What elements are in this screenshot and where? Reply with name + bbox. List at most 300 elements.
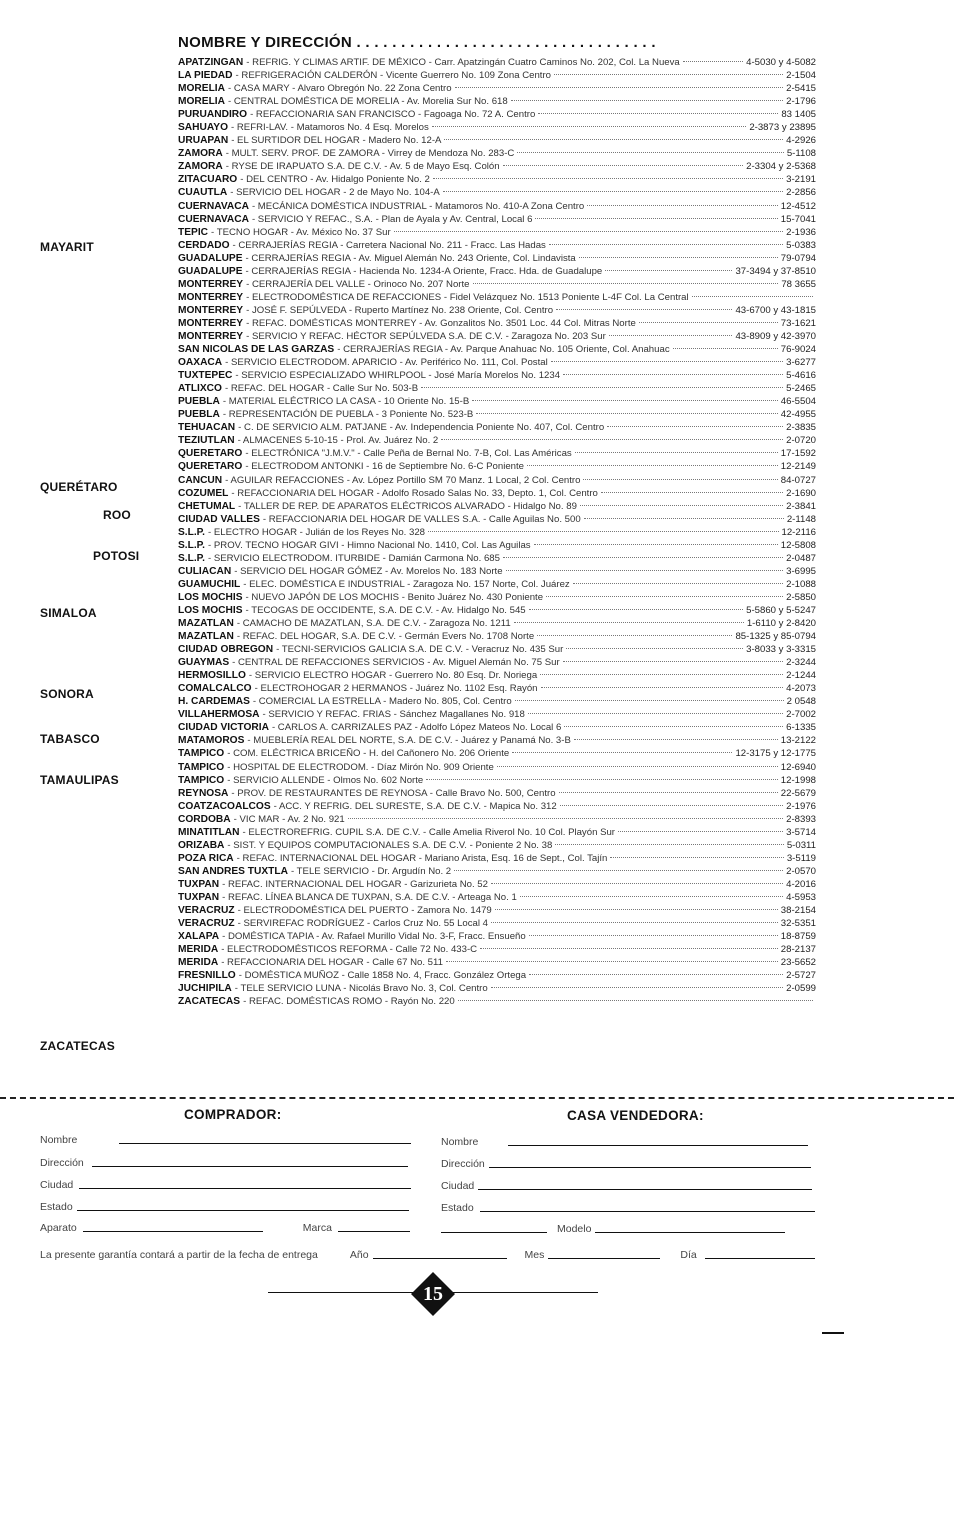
list-item xyxy=(178,447,816,460)
buyer-title: COMPRADOR: xyxy=(184,1107,282,1122)
entry-phone: 4-5953 xyxy=(786,892,816,903)
dot-leader xyxy=(497,766,778,767)
dot-leader xyxy=(443,191,783,192)
year-label: Año xyxy=(349,1249,369,1261)
dot-leader xyxy=(394,231,783,232)
entry-description: - REFAC. INTERNACIONAL DEL HOGAR - Garizurieta No. 52 xyxy=(222,878,488,890)
entry-city: CUAUTLA xyxy=(178,187,228,199)
list-item xyxy=(178,800,816,813)
entry-city: COATZACOALCOS xyxy=(178,800,271,812)
list-item xyxy=(178,134,816,147)
entry-city: CERDADO xyxy=(178,239,230,251)
section-title: NOMBRE Y DIRECCIÓN . . . . . . . . . . . . . . . . . . . . . . . . . . . . . . . . . . xyxy=(178,34,656,51)
buyer-name-label: Nombre xyxy=(40,1134,78,1146)
entry-description: - AGUILAR REFACCIONES - Av. López Portillo SM 70 Manz. 1 Local, 2 Col. Centro xyxy=(225,474,581,486)
entry-city: MERIDA xyxy=(178,944,219,956)
entry-city: PURUANDIRO xyxy=(178,109,248,121)
entry-city: MONTERREY xyxy=(178,278,244,290)
entry-description: - MULT. SERV. PROF. DE ZAMORA - Virrey de Mendoza No. 283-C xyxy=(225,148,515,160)
list-item xyxy=(178,513,816,526)
seller-name-label: Nombre xyxy=(441,1136,479,1148)
entry-city: MERIDA xyxy=(178,957,219,969)
entry-phone: 23-5652 xyxy=(780,957,816,969)
list-item xyxy=(178,656,816,669)
entry-description: - SERVICIO ELECTRODOM. ITURBIDE - Damián Carmona No. 685 xyxy=(208,552,500,564)
buyer-city-field[interactable] xyxy=(79,1188,411,1189)
dot-leader xyxy=(520,896,783,897)
entry-city: S.L.P. xyxy=(178,552,205,564)
list-item xyxy=(178,252,816,265)
list-item xyxy=(178,982,816,995)
entry-phone: 12-2149 xyxy=(780,461,816,473)
buyer-appliance-field[interactable] xyxy=(83,1231,263,1232)
list-item xyxy=(178,421,816,434)
entry-city: GUAYMAS xyxy=(178,657,230,669)
entry-phone: 37-3494 y 37-8510 xyxy=(735,265,816,277)
entry-description: - REFAC. DOMÉSTICAS ROMO - Rayón No. 220 xyxy=(243,996,455,1008)
entry-city: CHETUMAL xyxy=(178,500,236,512)
entry-phone: 4-2016 xyxy=(786,878,816,890)
seller-brand-field[interactable] xyxy=(441,1232,547,1233)
entry-city: SAN NICOLAS DE LAS GARZAS xyxy=(178,344,335,356)
entry-phone: 4-2073 xyxy=(786,683,816,695)
entry-description: - ACC. Y REFRIG. DEL SURESTE, S.A. DE C.V. - Mapica No. 312 xyxy=(273,800,557,812)
dot-leader xyxy=(503,165,744,166)
list-item xyxy=(178,643,816,656)
entry-phone: 3-5714 xyxy=(786,826,816,838)
year-field[interactable] xyxy=(373,1258,507,1259)
entry-city: MONTERREY xyxy=(178,330,244,342)
entry-phone: 12-2116 xyxy=(781,526,816,538)
dot-leader xyxy=(579,257,778,258)
entry-phone: 13-2122 xyxy=(780,735,816,747)
entry-city: LA PIEDAD xyxy=(178,70,233,82)
dot-leader xyxy=(515,700,784,701)
entry-city: S.L.P. xyxy=(178,526,205,538)
entry-city: MAZATLAN xyxy=(178,631,234,643)
state-label-zacatecas: ZACATECAS xyxy=(40,1039,115,1053)
entry-city: SAHUAYO xyxy=(178,122,229,134)
entry-description: - REFACCIONARIA DEL HOGAR - Adolfo Rosado Salas No. 33, Depto. 1, Col. Centro xyxy=(231,487,598,499)
entry-description: - SERVIREFAC RODRÍGUEZ - Carlos Cruz No. 55 Local 4 xyxy=(237,918,489,930)
entry-city: REYNOSA xyxy=(178,787,229,799)
entry-phone: 2-5415 xyxy=(786,83,816,95)
list-item xyxy=(178,617,816,630)
entry-phone: 15-7041 xyxy=(780,213,816,225)
entry-phone: 2-3244 xyxy=(786,657,816,669)
entry-phone: 85-1325 y 85-0794 xyxy=(735,631,816,643)
entry-city: TUXPAN xyxy=(178,892,220,903)
entry-phone: 6-1335 xyxy=(786,722,816,734)
dot-leader xyxy=(512,752,732,753)
entry-description: - SERVICIO Y REFAC. FRIAS - Sánchez Magallanes No. 918 xyxy=(262,709,525,721)
dot-leader xyxy=(563,374,783,375)
entry-phone: 5-4616 xyxy=(786,370,816,382)
list-item xyxy=(178,82,816,95)
entry-description: - CERRAJERÍAS REGIA - Hacienda No. 1234-A Oriente, Fracc. Hda. de Guadalupe xyxy=(245,265,603,277)
buyer-name-row xyxy=(40,1128,412,1146)
entry-city: TEZIUTLAN xyxy=(178,435,235,447)
dot-leader xyxy=(529,935,778,936)
dot-leader xyxy=(535,218,777,219)
dot-leader xyxy=(574,739,778,740)
entry-city: MAZATLAN xyxy=(178,618,234,630)
entry-description: - COM. ELÉCTRICA BRICEÑO - H. del Cañonero No. 206 Oriente xyxy=(227,748,510,760)
entry-city: SAN ANDRES TUXTLA xyxy=(178,865,288,877)
list-item xyxy=(178,995,816,1008)
list-item xyxy=(178,317,816,330)
buyer-address-label: Dirección xyxy=(40,1157,84,1169)
entry-description: - REFAC. INTERNACIONAL DEL HOGAR - Mariano Arista, Esq. 16 de Sept., Col. Tajín xyxy=(236,852,608,864)
entry-city: TAMPICO xyxy=(178,774,225,786)
dot-leader xyxy=(541,687,784,688)
entry-description: - DOMÉSTICA MUÑOZ - Calle 1858 No. 4, Fracc. González Ortega xyxy=(238,970,527,982)
state-label-nayarit: MAYARIT xyxy=(40,240,94,254)
dot-leader xyxy=(610,857,783,858)
page-number: 15 xyxy=(423,1283,443,1305)
list-item xyxy=(178,408,816,421)
entry-city: PUEBLA xyxy=(178,396,220,408)
dot-leader xyxy=(673,348,778,349)
dot-leader xyxy=(587,205,778,206)
entry-description: - SERVICIO ELECTRO HOGAR - Guerrero No. 80 Esq. Dr. Noriega xyxy=(248,670,538,682)
entry-city: TAMPICO xyxy=(178,761,225,773)
entry-city: OAXACA xyxy=(178,357,223,369)
entry-city: S.L.P. xyxy=(178,539,205,551)
dot-leader xyxy=(559,792,778,793)
entry-city: POZA RICA xyxy=(178,852,234,864)
state-label-tamaulipas: TAMAULIPAS xyxy=(40,773,119,787)
entry-phone: 5-2465 xyxy=(786,383,816,395)
buyer-state-label: Estado xyxy=(40,1201,73,1213)
list-item xyxy=(178,552,816,565)
entry-city: MATAMOROS xyxy=(178,735,245,747)
seller-state-field[interactable] xyxy=(480,1211,815,1212)
list-item xyxy=(178,460,816,473)
entry-phone: 2-3304 y 2-5368 xyxy=(746,161,816,173)
entry-city: CULIACAN xyxy=(178,565,232,577)
entry-description: - CASA MARY - Alvaro Obregón No. 22 Zona Centro xyxy=(227,83,452,95)
dealer-list xyxy=(178,56,816,1008)
entry-phone: 2-0487 xyxy=(786,552,816,564)
entry-phone: 2-3841 xyxy=(786,500,816,512)
state-label-quintana-roo: ROO xyxy=(103,508,131,522)
entry-phone: 79-0794 xyxy=(780,252,816,264)
entry-city: ZAMORA xyxy=(178,148,223,160)
entry-description: - TECOGAS DE OCCIDENTE, S.A. DE C.V. - Av. Hidalgo No. 545 xyxy=(245,604,526,616)
entry-city: LOS MOCHIS xyxy=(178,604,243,616)
entry-city: TUXTEPEC xyxy=(178,370,233,382)
entry-phone: 2-3873 y 23895 xyxy=(749,122,816,134)
entry-phone: 3-5119 xyxy=(786,852,816,864)
dot-leader xyxy=(564,726,783,727)
entry-phone: 3-8033 y 3-3315 xyxy=(746,644,816,656)
entry-phone: 43-6700 y 43-1815 xyxy=(735,304,816,316)
entry-phone: 12-6940 xyxy=(780,761,816,773)
entry-phone: 76-9024 xyxy=(780,344,816,356)
entry-city: TEPIC xyxy=(178,226,209,238)
dot-leader xyxy=(609,335,733,336)
entry-description: - REPRESENTACIÓN DE PUEBLA - 3 Poniente No. 523-B xyxy=(222,409,474,421)
entry-description: - COMERCIAL LA ESTRELLA - Madero No. 805, Col. Centro xyxy=(252,696,512,708)
entry-description: - JOSÉ F. SEPÚLVEDA - Ruperto Martínez No. 238 Oriente, Col. Centro xyxy=(246,304,554,316)
entry-description: - REFRIGERACIÓN CALDERÓN - Vicente Guerrero No. 109 Zona Centro xyxy=(235,70,551,82)
cut-line xyxy=(0,1097,954,1099)
list-item xyxy=(178,239,816,252)
dot-leader xyxy=(455,87,784,88)
dot-leader xyxy=(476,413,777,414)
list-item xyxy=(178,917,816,930)
entry-phone: 2-1148 xyxy=(786,513,816,525)
entry-description: - ELECTRODOM ANTONKI - 16 de Septiembre No. 6-C Poniente xyxy=(245,461,525,473)
seller-address-field[interactable] xyxy=(489,1167,811,1168)
list-item xyxy=(178,930,816,943)
entry-description: - TECNO HOGAR - Av. México No. 37 Sur xyxy=(211,226,391,238)
list-item xyxy=(178,213,816,226)
state-label-sonora: SONORA xyxy=(40,687,94,701)
list-item xyxy=(178,669,816,682)
list-item xyxy=(178,630,816,643)
entry-city: XALAPA xyxy=(178,931,220,943)
entry-phone: 2-8393 xyxy=(786,813,816,825)
list-item xyxy=(178,200,816,213)
dot-leader xyxy=(503,557,783,558)
entry-description: - REFACCIONARIA DEL HOGAR - Calle 67 No. 511 xyxy=(221,957,443,969)
entry-description: - CERRAJERÍAS REGIA - Carretera Nacional No. 211 - Fracc. Las Hadas xyxy=(232,239,546,251)
entry-city: TUXPAN xyxy=(178,878,220,890)
entry-description: - ELECTROREFRIG. CUPIL S.A. DE C.V. - Calle Amelia Riverol No. 10 Col. Playón Sur xyxy=(242,826,615,838)
buyer-appliance-label: Aparato xyxy=(40,1222,77,1234)
entry-description: - ALMACENES 5-10-15 - Prol. Av. Juárez No. 2 xyxy=(237,435,439,447)
entry-phone: 12-3175 y 12-1775 xyxy=(735,748,816,760)
entry-description: - MECÁNICA DOMÉSTICA INDUSTRIAL - Matamoros No. 410-A Zona Centro xyxy=(251,200,585,212)
entry-city: HERMOSILLO xyxy=(178,670,246,682)
entry-city: MONTERREY xyxy=(178,291,244,303)
entry-phone: 12-1998 xyxy=(780,774,816,786)
dot-leader xyxy=(458,1000,813,1001)
entry-city: APATZINGAN xyxy=(178,57,244,68)
entry-phone: 4-2926 xyxy=(786,135,816,147)
entry-city: MONTERREY xyxy=(178,304,244,316)
entry-phone: 43-8909 y 42-3970 xyxy=(735,330,816,342)
entry-city: CUERNAVACA xyxy=(178,200,249,212)
dot-leader xyxy=(491,922,778,923)
entry-phone: 2-5850 xyxy=(786,591,816,603)
entry-description: - TECNI-SERVICIOS GALICIA S.A. DE C.V. - Veracruz No. 435 Sur xyxy=(276,644,564,656)
month-field[interactable] xyxy=(548,1258,660,1259)
corner-mark xyxy=(822,1332,844,1334)
list-item xyxy=(178,969,816,982)
list-item xyxy=(178,304,816,317)
buyer-appliance-row xyxy=(40,1216,412,1234)
seller-city-field[interactable] xyxy=(478,1189,812,1190)
entry-city: FRESNILLO xyxy=(178,970,236,982)
entry-city: LOS MOCHIS xyxy=(178,591,243,603)
entry-phone: 4-5030 y 4-5082 xyxy=(746,57,816,68)
seller-city-label: Ciudad xyxy=(441,1180,475,1192)
entry-phone: 5-0383 xyxy=(786,239,816,251)
buyer-address-field[interactable] xyxy=(92,1166,408,1167)
list-item xyxy=(178,56,816,69)
list-item xyxy=(178,330,816,343)
state-label-tabasco: TABASCO xyxy=(40,732,100,746)
entry-description: - REFACCIONARIA SAN FRANCISCO - Fagoaga No. 72 A. Centro xyxy=(250,109,536,121)
dot-leader xyxy=(534,544,778,545)
entry-description: - REFAC. LÍNEA BLANCA DE TUXPAN, S.A. DE C.V. - Arteaga No. 1 xyxy=(222,892,517,903)
entry-description: - ELECTRODOMÉSTICA DE REFACCIONES - Fidel Velázquez No. 1513 Poniente L-4F Col. La Central xyxy=(246,291,689,303)
entry-phone: 2-1504 xyxy=(786,70,816,82)
dot-leader xyxy=(473,283,779,284)
entry-phone: 73-1621 xyxy=(780,317,816,329)
state-label-queretaro: QUERÉTARO xyxy=(40,480,118,494)
list-item xyxy=(178,356,816,369)
seller-name-field[interactable] xyxy=(508,1145,808,1146)
dot-leader xyxy=(537,635,732,636)
seller-title: CASA VENDEDORA: xyxy=(567,1108,704,1123)
entry-city: QUERETARO xyxy=(178,448,243,460)
list-item xyxy=(178,839,816,852)
entry-city: VERACRUZ xyxy=(178,918,235,930)
entry-description: - REFAC. DEL HOGAR - Calle Sur No. 503-B xyxy=(224,383,419,395)
list-item xyxy=(178,734,816,747)
entry-description: - CERRAJERÍAS REGIA - Av. Miguel Alemán No. 243 Oriente, Col. Lindavista xyxy=(245,252,576,264)
buyer-state-field[interactable] xyxy=(77,1210,409,1211)
entry-phone: 32-5351 xyxy=(780,918,816,930)
entry-description: - TELE SERVICIO LUNA - Nicolás Bravo No. 3, Col. Centro xyxy=(234,983,488,995)
warranty-row xyxy=(40,1243,818,1261)
list-item xyxy=(178,382,816,395)
entry-description: - REFAC. DEL HOGAR, S.A. DE C.V. - Germán Evers No. 1708 Norte xyxy=(236,631,535,643)
entry-phone: 18-8759 xyxy=(780,931,816,943)
entry-city: VILLAHERMOSA xyxy=(178,709,260,721)
entry-description: - ELECTRÓNICA "J.M.V." - Calle Peña de Bernal No. 7-B, Col. Las Américas xyxy=(245,448,572,460)
entry-city: CANCUN xyxy=(178,474,223,486)
entry-phone: 2-1244 xyxy=(786,670,816,682)
entry-city: JUCHIPILA xyxy=(178,983,232,995)
dot-leader xyxy=(538,113,778,114)
entry-description: - REFRIG. Y CLIMAS ARTIF. DE MÉXICO - Carr. Apatzingán Cuatro Caminos No. 202, Col. La Nueva xyxy=(246,57,680,68)
entry-description: - SIST. Y EQUIPOS COMPUTACIONALES S.A. DE C.V. - Poniente 2 No. 38 xyxy=(227,839,553,851)
list-item xyxy=(178,343,816,356)
entry-description: - RYSE DE IRAPUATO S.A. DE C.V. - Av. 5 de Mayo Esq. Colón xyxy=(225,161,500,173)
seller-model-field[interactable] xyxy=(595,1232,785,1233)
dot-leader xyxy=(426,779,778,780)
list-item xyxy=(178,500,816,513)
entry-city: COMALCALCO xyxy=(178,683,252,695)
list-item xyxy=(178,865,816,878)
buyer-name-field[interactable] xyxy=(119,1143,411,1144)
list-item xyxy=(178,891,816,904)
entry-phone: 2-0720 xyxy=(786,435,816,447)
buyer-city-label: Ciudad xyxy=(40,1179,74,1191)
list-item xyxy=(178,904,816,917)
entry-city: GUADALUPE xyxy=(178,252,243,264)
list-item xyxy=(178,539,816,552)
entry-city: CIUDAD OBREGON xyxy=(178,644,274,656)
seller-address-row xyxy=(441,1152,815,1170)
entry-phone: 46-5504 xyxy=(780,396,816,408)
entry-phone: 2-3835 xyxy=(786,422,816,434)
entry-phone: 12-5808 xyxy=(780,539,816,551)
dot-leader xyxy=(454,870,783,871)
list-item xyxy=(178,474,816,487)
entry-phone: 78 3655 xyxy=(781,278,816,290)
list-item xyxy=(178,434,816,447)
list-item xyxy=(178,747,816,760)
entry-city: GUADALUPE xyxy=(178,265,243,277)
entry-description: - MATERIAL ELÉCTRICO LA CASA - 10 Oriente No. 15-B xyxy=(222,396,470,408)
entry-description: - NUEVO JAPÓN DE LOS MOCHIS - Benito Juárez No. 430 Poniente xyxy=(245,591,544,603)
entry-phone: 38-2154 xyxy=(780,905,816,917)
dot-leader xyxy=(529,609,744,610)
seller-state-row xyxy=(441,1196,815,1214)
seller-model-label: Modelo xyxy=(557,1223,592,1235)
dot-leader xyxy=(692,296,813,297)
dot-leader xyxy=(432,126,747,127)
dot-leader xyxy=(428,531,778,532)
dot-leader xyxy=(446,961,778,962)
entry-description: - SERVICIO Y REFAC. HÉCTOR SEPÚLVEDA S.A. DE C.V. - Zaragoza No. 203 Sur xyxy=(246,330,606,342)
seller-address-label: Dirección xyxy=(441,1158,485,1170)
entry-description: - CERRAJERÍA DEL VALLE - Orinoco No. 207 Norte xyxy=(246,278,470,290)
entry-city: GUAMUCHIL xyxy=(178,578,241,590)
entry-description: - SERVICIO ELECTRODOM. APARICIO - Av. Periférico No. 111, Col. Postal xyxy=(225,357,548,369)
entry-description: - CERRAJERÍAS REGIA - Av. Parque Anahuac No. 105 Oriente, Col. Anahuac xyxy=(337,344,670,356)
list-item xyxy=(178,826,816,839)
entry-city: MORELIA xyxy=(178,83,225,95)
warranty-text: La presente garantía contará a partir de la fecha de entrega xyxy=(40,1249,318,1261)
list-item xyxy=(178,186,816,199)
entry-description: - REFACCIONARIA DEL HOGAR DE VALLES S.A. - Calle Aguilas No. 500 xyxy=(262,513,581,525)
entry-city: CUERNAVACA xyxy=(178,213,249,225)
list-item xyxy=(178,774,816,787)
state-label-san-luis-potosi: POTOSI xyxy=(93,549,140,563)
dot-leader xyxy=(639,322,778,323)
entry-description: - HOSPITAL DE ELECTRODOM. - Díaz Mirón No. 909 Oriente xyxy=(227,761,494,773)
day-field[interactable] xyxy=(705,1258,815,1259)
entry-city: CORDOBA xyxy=(178,813,231,825)
state-label-sinaloa: SIMALOA xyxy=(40,606,97,620)
entry-phone: 5-0311 xyxy=(786,839,816,851)
entry-phone: 12-4512 xyxy=(780,200,816,212)
list-item xyxy=(178,526,816,539)
entry-phone: 5-5860 y 5-5247 xyxy=(746,604,816,616)
dot-leader xyxy=(605,270,732,271)
entry-phone: 2-7002 xyxy=(786,709,816,721)
entry-phone: 1-6110 y 2-8420 xyxy=(746,618,816,630)
entry-phone: 2-1690 xyxy=(786,487,816,499)
list-item xyxy=(178,878,816,891)
dot-leader xyxy=(618,831,783,832)
list-item xyxy=(178,291,816,304)
list-item xyxy=(178,787,816,800)
list-item xyxy=(178,369,816,382)
entry-phone: 17-1592 xyxy=(780,448,816,460)
entry-description: - ELEC. DOMÉSTICA E INDUSTRIAL - Zaragoza No. 157 Norte, Col. Juárez xyxy=(243,578,570,590)
entry-city: ZACATECAS xyxy=(178,996,241,1008)
buyer-address-row xyxy=(40,1151,412,1169)
dot-leader xyxy=(444,139,783,140)
dot-leader xyxy=(511,100,783,101)
entry-description: - C. DE SERVICIO ALM. PATJANE - Av. Independencia Poniente No. 407, Col. Centro xyxy=(238,422,605,434)
entry-phone: 2 0548 xyxy=(786,696,816,708)
buyer-city-row xyxy=(40,1173,412,1191)
entry-description: - TELE SERVICIO - Dr. Argudín No. 2 xyxy=(291,865,452,877)
entry-phone: 2-1088 xyxy=(786,578,816,590)
dot-leader xyxy=(573,583,783,584)
buyer-brand-field[interactable] xyxy=(338,1231,410,1232)
dot-leader xyxy=(555,844,784,845)
